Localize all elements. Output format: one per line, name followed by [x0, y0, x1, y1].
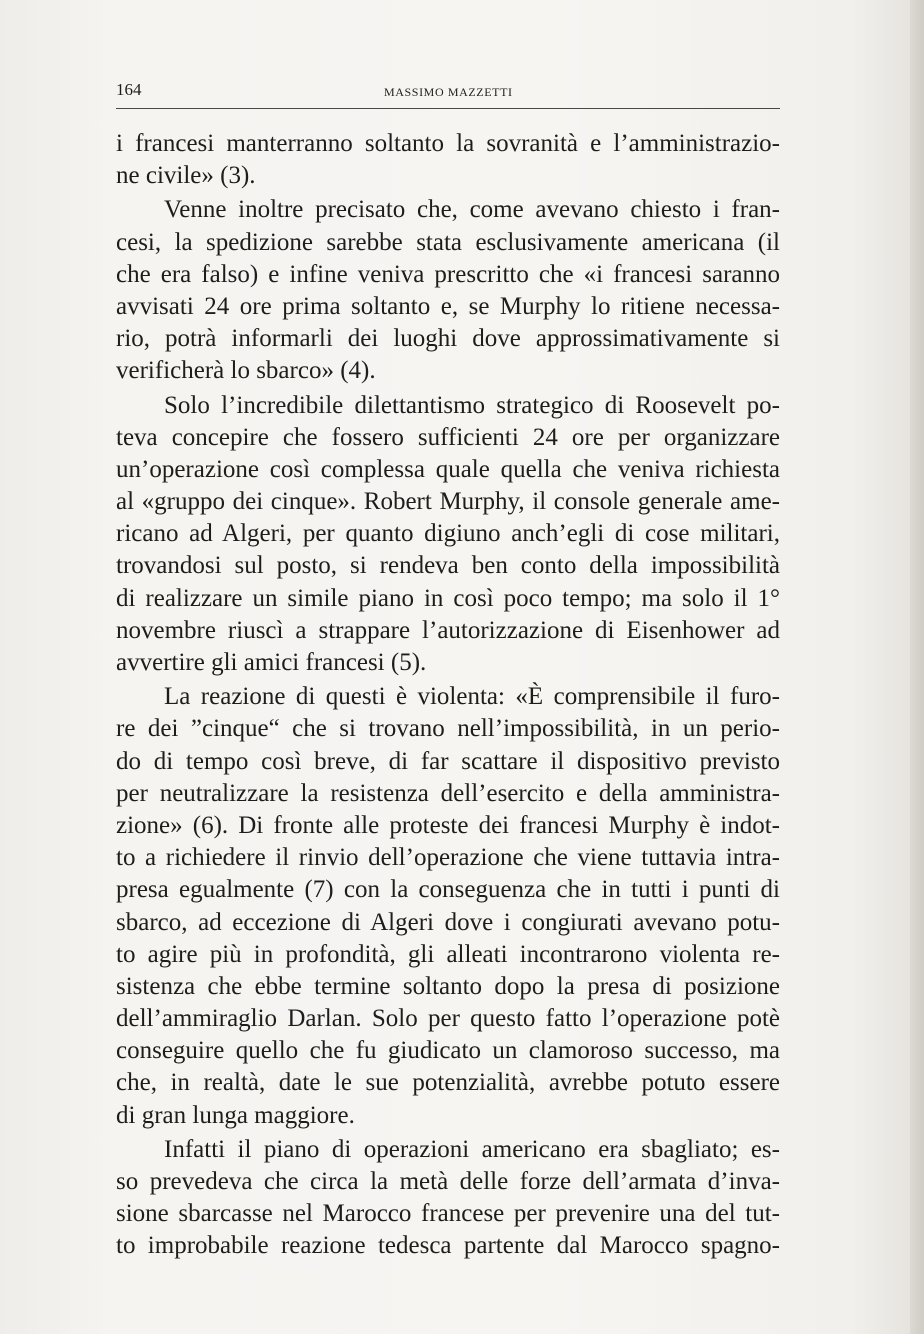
text-line: i francesi manterranno soltanto la sovranità e l’amministrazio-: [116, 130, 780, 157]
paragraph: [116, 194, 780, 387]
text-line: to agire più in profondità, gli alleati incontrarono violenta re-: [116, 940, 780, 968]
text-line: so prevedeva che circa la metà delle forze dell’armata d’inva-: [116, 1168, 780, 1195]
text-line: zione» (6). Di fronte alle proteste dei francesi Murphy è indot-: [116, 811, 780, 839]
text-line: un’operazione così complessa quale quella che veniva richiesta: [116, 455, 780, 483]
text-line: novembre riuscì a strappare l’autorizzazione di Eisenhower ad: [116, 616, 780, 644]
page-number: 164: [116, 80, 142, 99]
text-line: re dei ”cinque“ che si trovano nell’impossibilità, in un perio-: [116, 715, 780, 743]
text-line: che era falso) e infine veniva prescritto che «i francesi saranno: [116, 260, 780, 288]
text-line: di realizzare un simile piano in così poco tempo; ma solo il 1°: [116, 584, 780, 612]
text-line: verificherà lo sbarco» (4).: [116, 357, 376, 385]
text-line: avvisati 24 ore prima soltanto e, se Murphy lo ritiene necessa-: [116, 292, 780, 320]
paragraph: [116, 1134, 780, 1263]
page-header: [116, 80, 780, 109]
text-line: ne civile» (3).: [116, 162, 256, 190]
text-line: to improbabile reazione tedesca partente dal Marocco spagno-: [116, 1232, 780, 1260]
text-line: di gran lunga maggiore.: [116, 1101, 355, 1129]
text-line: teva concepire che fossero sufficienti 24 ore per organizzare: [116, 423, 780, 451]
text-line: Venne inoltre precisato che, come avevano chiesto i fran-: [164, 196, 780, 224]
page-edge-shadow: [910, 0, 924, 1334]
text-line: per neutralizzare la resistenza dell’esercito e della amministra-: [116, 779, 780, 807]
text-line: La reazione di questi è violenta: «È comprensibile il furo-: [164, 683, 780, 711]
text-line: ricano ad Algeri, per quanto digiuno anch’egli di cose militari,: [116, 520, 780, 548]
text-line: presa egualmente (7) con la conseguenza che in tutti i punti di: [116, 876, 780, 904]
paragraph: [116, 128, 780, 192]
text-line: sione sbarcasse nel Marocco francese per prevenire una del tut-: [116, 1200, 780, 1228]
running-head: MASSIMO MAZZETTI: [384, 85, 513, 99]
text-line: dell’ammiraglio Darlan. Solo per questo fatto l’operazione potè: [116, 1005, 780, 1033]
text-line: avvertire gli amici francesi (5).: [116, 649, 427, 676]
text-line: conseguire quello che fu giudicato un clamoroso successo, ma: [116, 1037, 780, 1065]
text-line: trovandosi sul posto, si rendeva ben conto della impossibilità: [116, 552, 780, 580]
text-line: Solo l’incredibile dilettantismo strategico di Roosevelt po-: [164, 391, 780, 419]
text-line: rio, potrà informarli dei luoghi dove approssimativamente si: [116, 325, 780, 353]
paragraph: [116, 681, 780, 1132]
text-line: che, in realtà, date le sue potenzialità, avrebbe potuto essere: [116, 1069, 780, 1097]
text-line: al «gruppo dei cinque». Robert Murphy, il console generale ame-: [116, 488, 780, 516]
body-text: [116, 128, 780, 1265]
text-line: sbarco, ad eccezione di Algeri dove i congiurati avevano potu-: [116, 908, 780, 936]
text-line: Infatti il piano di operazioni americano era sbagliato; es-: [164, 1135, 780, 1163]
text-line: do di tempo così breve, di far scattare il dispositivo previsto: [116, 747, 780, 775]
text-line: cesi, la spedizione sarebbe stata esclusivamente americana (il: [116, 228, 780, 256]
text-line: to a richiedere il rinvio dell’operazione che viene tuttavia intra-: [116, 844, 780, 872]
text-line: sistenza che ebbe termine soltanto dopo la presa di posizione: [116, 972, 780, 1000]
paragraph: [116, 390, 780, 680]
